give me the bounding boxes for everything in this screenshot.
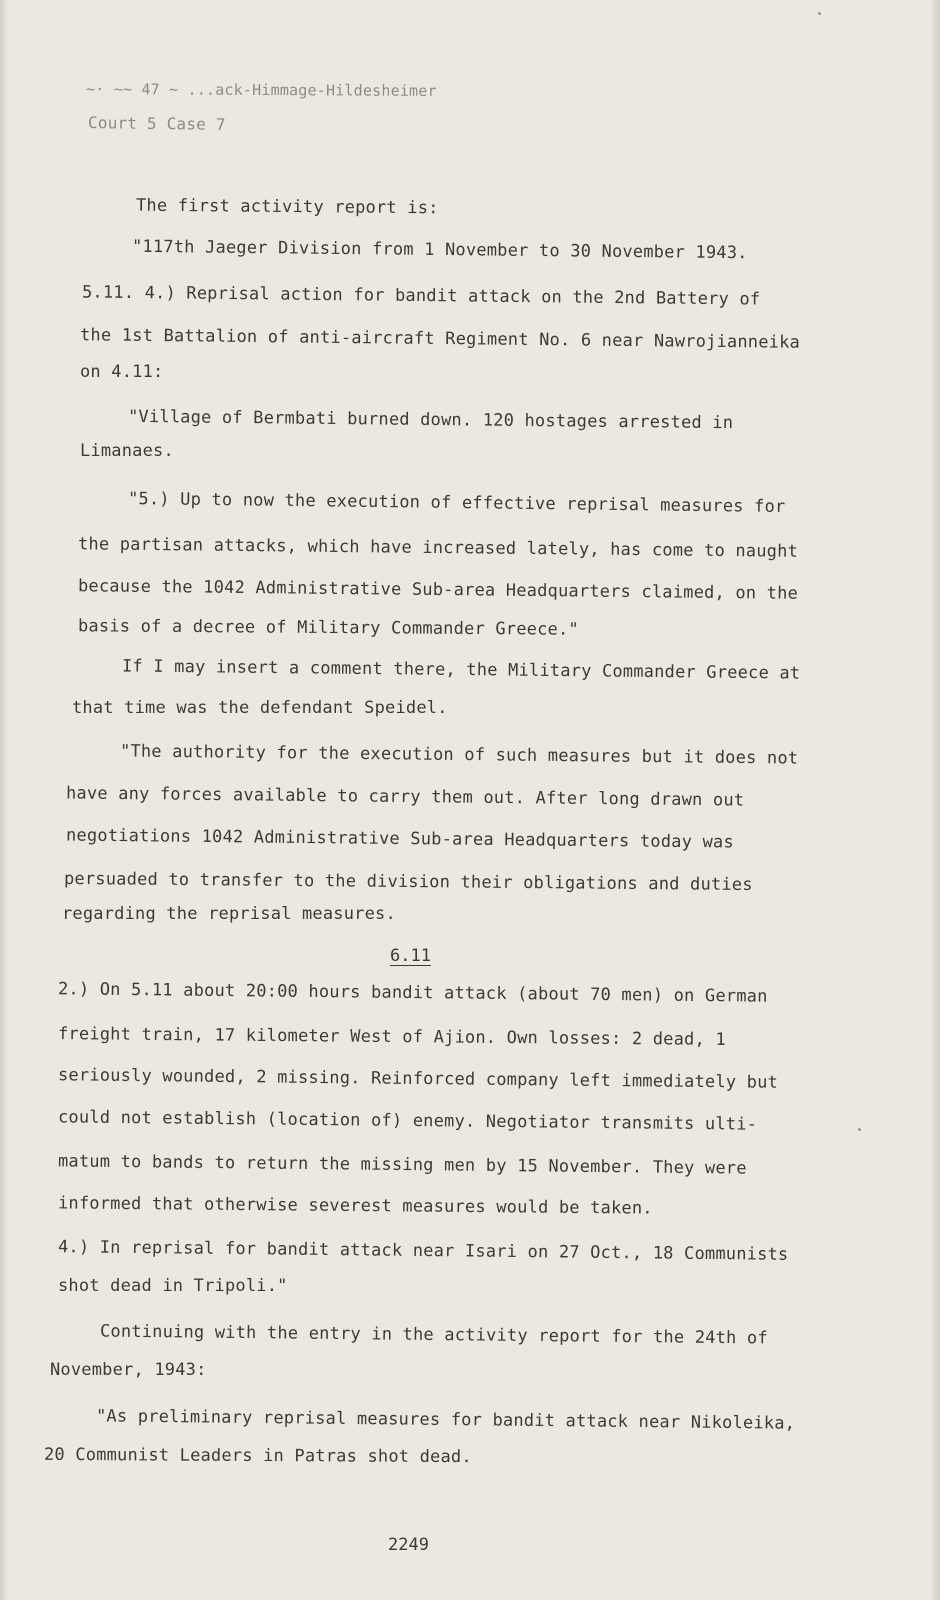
body-line: If I may insert a comment there, the Military Commander Greece at <box>121 656 801 684</box>
body-line: the 1st Battalion of anti-aircraft Regiment No. 6 near Nawrojianneika <box>79 325 801 353</box>
paper-speck <box>818 12 821 15</box>
body-line: Limanaes. <box>80 441 174 461</box>
page-number: 2249 <box>388 1535 429 1555</box>
page-shadow-left <box>0 0 8 1600</box>
body-line: Continuing with the entry in the activity report for the 24th of <box>99 1321 768 1349</box>
body-line: the partisan attacks, which have increased lately, has come to naught <box>77 534 799 562</box>
header-line: ~· ~~ 47 ~ ...ack-Himmage-Hildesheimer <box>85 80 437 100</box>
body-line: November, 1943: <box>50 1360 207 1380</box>
body-line: 4.) In reprisal for bandit attack near Isari on 27 Oct., 18 Communists <box>57 1237 789 1265</box>
intro-line: The first activity report is: <box>135 195 439 219</box>
body-line: persuaded to transfer to the division their obligations and duties <box>63 868 753 896</box>
body-line: basis of a decree of Military Commander Greece." <box>77 616 579 640</box>
section-heading: 6.11 <box>390 946 431 966</box>
body-line: could not establish (location of) enemy. Negotiator transmits ulti- <box>57 1107 758 1135</box>
body-line: seriously wounded, 2 missing. Reinforced company left immediately but <box>57 1065 779 1093</box>
body-line: on 4.11: <box>80 362 164 382</box>
body-line: because the 1042 Administrative Sub-area Headquarters claimed, on the <box>77 576 799 604</box>
body-line: 5.11. 4.) Reprisal action for bandit attack on the 2nd Battery of <box>81 282 761 310</box>
report-title-line: "117th Jaeger Division from 1 November to 30 November 1943. <box>131 236 748 264</box>
page-shadow-right <box>930 0 940 1600</box>
body-line: have any forces available to carry them out. After long drawn out <box>65 783 745 811</box>
body-line: that time was the defendant Speidel. <box>72 698 448 718</box>
body-line: 2.) On 5.11 about 20:00 hours bandit attack (about 70 men) on German <box>57 979 768 1007</box>
body-line: freight train, 17 kilometer West of Ajion. Own losses: 2 dead, 1 <box>57 1024 726 1050</box>
body-line: shot dead in Tripoli." <box>58 1276 288 1296</box>
body-line: 20 Communist Leaders in Patras shot dead. <box>43 1444 472 1468</box>
body-line: "Village of Bermbati burned down. 120 hostages arrested in <box>127 406 734 434</box>
body-line: "The authority for the execution of such measures but it does not <box>119 741 799 769</box>
body-line: "As preliminary reprisal measures for bandit attack near Nikoleika, <box>95 1406 796 1434</box>
body-line: "5.) Up to now the execution of effective reprisal measures for <box>127 488 786 518</box>
paper-speck <box>858 1128 861 1131</box>
body-line: regarding the reprisal measures. <box>62 904 396 924</box>
body-line: negotiations 1042 Administrative Sub-area Headquarters today was <box>65 825 734 853</box>
body-line: informed that otherwise severest measures would be taken. <box>57 1193 653 1219</box>
court-case-line: Court 5 Case 7 <box>87 113 226 134</box>
body-line: matum to bands to return the missing men by 15 November. They were <box>57 1151 747 1179</box>
